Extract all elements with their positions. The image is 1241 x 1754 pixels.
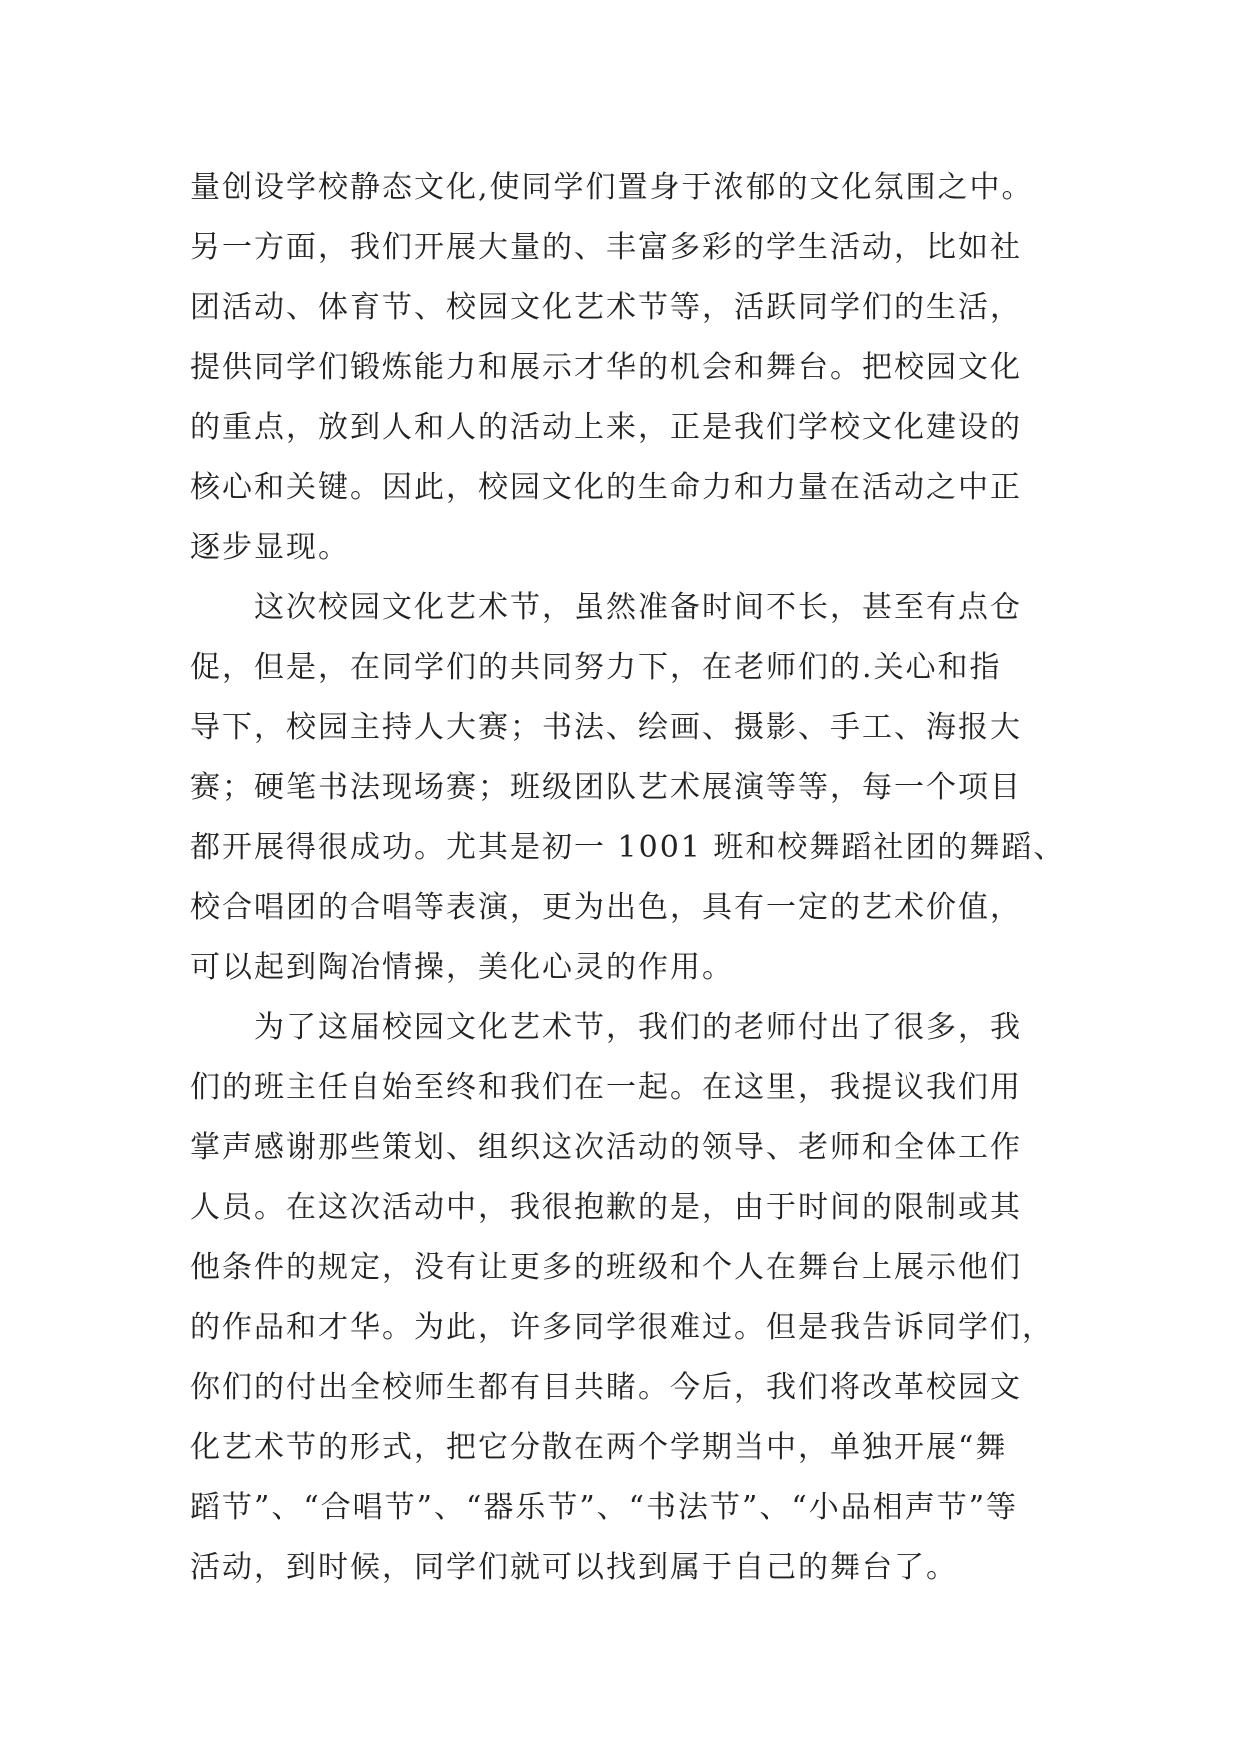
paragraph-1 [190, 158, 1090, 578]
text-line: 掌声感谢那些策划、组织这次活动的领导、老师和全体工作 [190, 1130, 1022, 1165]
text-line: 赛；硬笔书法现场赛；班级团队艺术展演等等，每一个项目 [190, 770, 1022, 805]
text-line: 可以起到陶冶情操，美化心灵的作用。 [190, 950, 734, 985]
text-line: 提供同学们锻炼能力和展示才华的机会和舞台。把校园文化 [190, 350, 1022, 385]
text-line: 团活动、体育节、校园文化艺术节等，活跃同学们的生活， [190, 290, 1022, 325]
text-line: 另一方面，我们开展大量的、丰富多彩的学生活动，比如社 [190, 230, 1022, 265]
text-line: 你们的付出全校师生都有目共睹。今后，我们将改革校园文 [190, 1370, 1022, 1405]
paragraph-3 [190, 998, 1090, 1598]
text-line: 为了这届校园文化艺术节，我们的老师付出了很多，我 [254, 1010, 1022, 1045]
text-line: 他条件的规定，没有让更多的班级和个人在舞台上展示他们 [190, 1250, 1022, 1285]
text-line: 这次校园文化艺术节，虽然准备时间不长，甚至有点仓 [254, 590, 1022, 625]
text-line: 逐步显现。 [190, 530, 350, 565]
text-line: 人员。在这次活动中，我很抱歉的是，由于时间的限制或其 [190, 1190, 1022, 1225]
text-line: 的作品和才华。为此，许多同学很难过。但是我告诉同学们， [190, 1310, 1054, 1345]
text-line: 都开展得很成功。尤其是初一 1001 班和校舞蹈社团的舞蹈、 [190, 830, 1066, 865]
text-line: 活动，到时候，同学们就可以找到属于自己的舞台了。 [190, 1550, 958, 1585]
text-line: 核心和关键。因此，校园文化的生命力和力量在活动之中正 [190, 470, 1022, 505]
paragraph-2 [190, 578, 1090, 998]
text-line: 导下，校园主持人大赛；书法、绘画、摄影、手工、海报大 [190, 710, 1022, 745]
text-line: 促，但是，在同学们的共同努力下，在老师们的.关心和指 [190, 650, 1002, 685]
text-line: 们的班主任自始至终和我们在一起。在这里，我提议我们用 [190, 1070, 1022, 1105]
text-line: 量创设学校静态文化,使同学们置身于浓郁的文化氛围之中。 [190, 170, 1034, 205]
text-line: 化艺术节的形式，把它分散在两个学期当中，单独开展“舞 [190, 1430, 1008, 1465]
text-line: 蹈节”、“合唱节”、“器乐节”、“书法节”、“小品相声节”等 [190, 1490, 1019, 1525]
text-line: 的重点，放到人和人的活动上来，正是我们学校文化建设的 [190, 410, 1022, 445]
text-line: 校合唱团的合唱等表演，更为出色，具有一定的艺术价值， [190, 890, 1022, 925]
document-body [190, 158, 1090, 1598]
